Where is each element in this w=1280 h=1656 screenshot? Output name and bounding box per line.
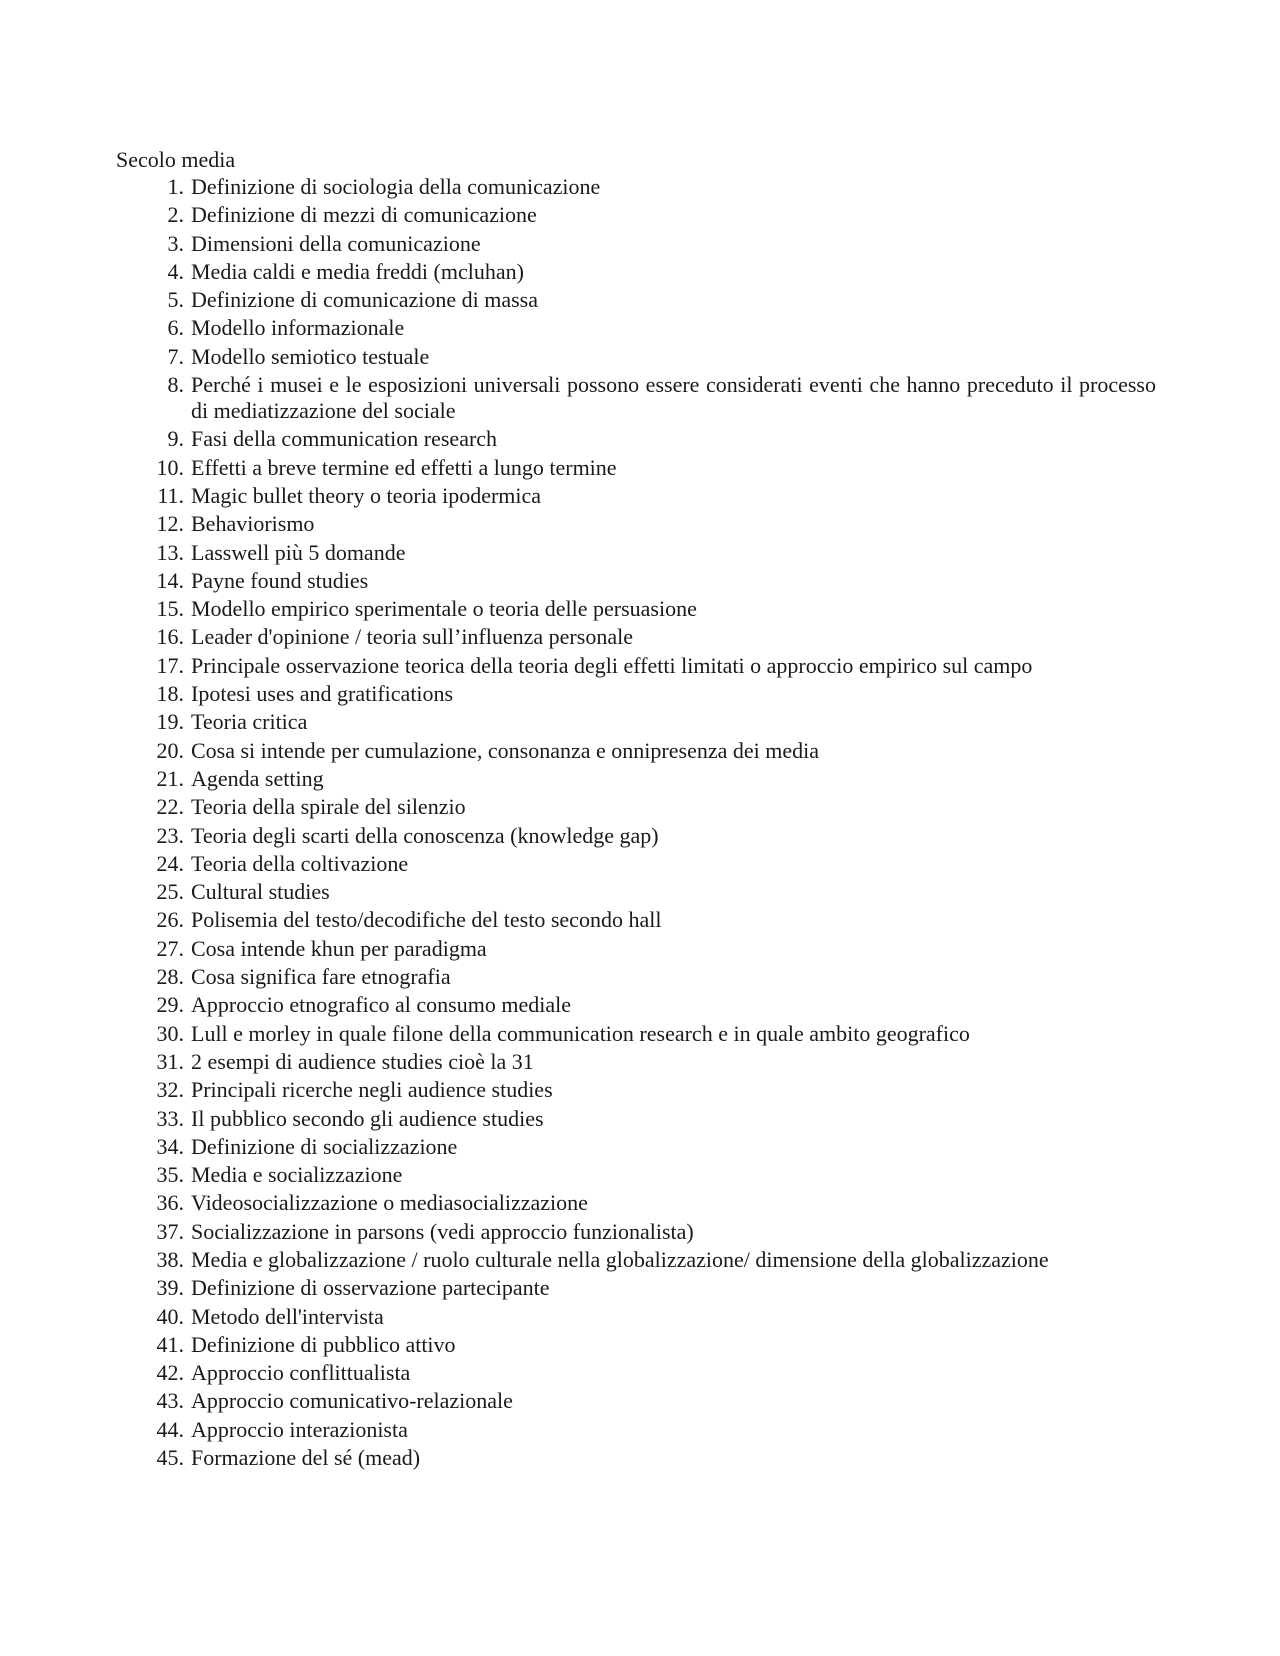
list-item bbox=[116, 738, 1156, 764]
list-item bbox=[116, 681, 1156, 707]
list-item bbox=[116, 936, 1156, 962]
question-number: 29. bbox=[156, 992, 184, 1018]
question-text: Definizione di mezzi di comunicazione bbox=[191, 202, 537, 228]
list-item bbox=[116, 231, 1156, 257]
question-text: Principale osservazione teorica della teoria degli effetti limitati o approccio empirico sul campo bbox=[191, 652, 1033, 678]
question-number: 41. bbox=[156, 1331, 184, 1357]
question-number: 43. bbox=[156, 1388, 184, 1414]
question-text: Definizione di osservazione partecipante bbox=[191, 1275, 550, 1301]
question-text: Teoria della spirale del silenzio bbox=[191, 794, 466, 820]
list-item bbox=[116, 1445, 1156, 1471]
list-item bbox=[116, 1388, 1156, 1414]
list-item bbox=[116, 653, 1156, 679]
list-item bbox=[116, 540, 1156, 566]
question-text: Agenda setting bbox=[191, 765, 324, 791]
list-item bbox=[116, 907, 1156, 933]
list-item bbox=[116, 511, 1156, 537]
list-item bbox=[116, 344, 1156, 370]
question-number: 27. bbox=[156, 935, 184, 961]
list-item bbox=[116, 1275, 1156, 1301]
question-number: 40. bbox=[156, 1303, 184, 1329]
list-item bbox=[116, 372, 1156, 424]
list-item bbox=[116, 259, 1156, 285]
question-number: 13. bbox=[156, 539, 184, 565]
list-item bbox=[116, 1332, 1156, 1358]
question-number: 32. bbox=[156, 1077, 184, 1103]
question-text: Media caldi e media freddi (mcluhan) bbox=[191, 258, 524, 284]
question-text: Effetti a breve termine ed effetti a lungo termine bbox=[191, 454, 617, 480]
question-number: 22. bbox=[156, 794, 184, 820]
list-item bbox=[116, 1021, 1156, 1047]
list-item bbox=[116, 455, 1156, 481]
question-number: 39. bbox=[156, 1275, 184, 1301]
question-number: 15. bbox=[156, 596, 184, 622]
question-text: Teoria critica bbox=[191, 709, 308, 735]
question-text: 2 esempi di audience studies cioè la 31 bbox=[191, 1048, 534, 1074]
question-text: Teoria della coltivazione bbox=[191, 850, 409, 876]
question-text: Approccio conflittualista bbox=[191, 1360, 411, 1386]
question-text: Principali ricerche negli audience studies bbox=[191, 1077, 553, 1103]
question-number: 7. bbox=[167, 343, 184, 369]
list-item bbox=[116, 964, 1156, 990]
list-item bbox=[116, 315, 1156, 341]
document-page bbox=[116, 146, 1156, 1473]
list-item bbox=[116, 568, 1156, 594]
question-list bbox=[116, 174, 1156, 1471]
question-number: 37. bbox=[156, 1218, 184, 1244]
question-number: 34. bbox=[156, 1133, 184, 1159]
question-text: Socializzazione in parsons (vedi approccio funzionalista) bbox=[191, 1218, 694, 1244]
question-text: Cosa si intende per cumulazione, consonanza e onnipresenza dei media bbox=[191, 737, 819, 763]
question-text: Videosocializzazione o mediasocializzazione bbox=[191, 1190, 588, 1216]
question-number: 44. bbox=[156, 1416, 184, 1442]
question-text: Modello informazionale bbox=[191, 315, 405, 341]
question-number: 19. bbox=[156, 709, 184, 735]
list-item bbox=[116, 1417, 1156, 1443]
question-number: 12. bbox=[156, 511, 184, 537]
list-item bbox=[116, 202, 1156, 228]
list-item bbox=[116, 766, 1156, 792]
question-number: 1. bbox=[167, 174, 184, 199]
question-text: Dimensioni della comunicazione bbox=[191, 230, 481, 256]
question-number: 26. bbox=[156, 907, 184, 933]
question-text: Behaviorismo bbox=[191, 511, 315, 537]
list-item bbox=[116, 1134, 1156, 1160]
list-item bbox=[116, 709, 1156, 735]
question-number: 45. bbox=[156, 1445, 184, 1471]
list-item bbox=[116, 1304, 1156, 1330]
list-item bbox=[116, 624, 1156, 650]
question-text: Definizione di sociologia della comunicazione bbox=[191, 174, 601, 199]
question-text: Approccio etnografico al consumo mediale bbox=[191, 992, 571, 1018]
question-number: 4. bbox=[167, 258, 184, 284]
question-text: Cosa intende khun per paradigma bbox=[191, 935, 487, 961]
list-item bbox=[116, 1049, 1156, 1075]
question-number: 3. bbox=[167, 230, 184, 256]
list-item bbox=[116, 1360, 1156, 1386]
list-item bbox=[116, 794, 1156, 820]
question-number: 14. bbox=[156, 567, 184, 593]
question-text: Metodo dell'intervista bbox=[191, 1303, 384, 1329]
question-text: Definizione di comunicazione di massa bbox=[191, 287, 538, 313]
question-text: Perché i musei e le esposizioni universali possono essere considerati eventi che hanno preceduto il processo di mediatizzazione del sociale bbox=[191, 372, 1156, 424]
question-text: Leader d'opinione / teoria sull’influenza personale bbox=[191, 624, 633, 650]
question-number: 16. bbox=[156, 624, 184, 650]
question-text: Approccio comunicativo-relazionale bbox=[191, 1388, 513, 1414]
question-text: Teoria degli scarti della conoscenza (knowledge gap) bbox=[191, 822, 659, 848]
question-text: Approccio interazionista bbox=[191, 1416, 408, 1442]
question-text: Cosa significa fare etnografia bbox=[191, 964, 451, 990]
question-number: 17. bbox=[156, 652, 184, 678]
question-number: 9. bbox=[167, 426, 184, 452]
question-number: 6. bbox=[167, 315, 184, 341]
question-number: 20. bbox=[156, 737, 184, 763]
question-text: Payne found studies bbox=[191, 567, 369, 593]
question-text: Polisemia del testo/decodifiche del testo secondo hall bbox=[191, 907, 662, 933]
question-text: Definizione di pubblico attivo bbox=[191, 1331, 456, 1357]
question-number: 35. bbox=[156, 1162, 184, 1188]
question-text: Cultural studies bbox=[191, 879, 330, 905]
question-number: 42. bbox=[156, 1360, 184, 1386]
question-number: 5. bbox=[167, 287, 184, 313]
question-number: 21. bbox=[156, 765, 184, 791]
question-number: 25. bbox=[156, 879, 184, 905]
list-item bbox=[116, 1190, 1156, 1216]
list-item bbox=[116, 287, 1156, 313]
list-item bbox=[116, 426, 1156, 452]
question-number: 38. bbox=[156, 1246, 184, 1272]
list-item bbox=[116, 1106, 1156, 1132]
list-item bbox=[116, 851, 1156, 877]
question-number: 28. bbox=[156, 964, 184, 990]
document-title: Secolo media bbox=[116, 147, 236, 172]
question-number: 36. bbox=[156, 1190, 184, 1216]
question-number: 24. bbox=[156, 850, 184, 876]
list-item bbox=[116, 174, 1156, 200]
list-item bbox=[116, 596, 1156, 622]
question-number: 10. bbox=[156, 454, 184, 480]
question-text: Ipotesi uses and gratifications bbox=[191, 681, 454, 707]
list-item bbox=[116, 1219, 1156, 1245]
question-number: 18. bbox=[156, 681, 184, 707]
list-item bbox=[116, 1162, 1156, 1188]
question-text: Fasi della communication research bbox=[191, 426, 498, 452]
question-text: Media e globalizzazione / ruolo culturale nella globalizzazione/ dimensione della globalizzazione bbox=[191, 1246, 1049, 1272]
list-item bbox=[116, 992, 1156, 1018]
question-number: 30. bbox=[156, 1020, 184, 1046]
list-item bbox=[116, 879, 1156, 905]
question-number: 23. bbox=[156, 822, 184, 848]
list-item bbox=[116, 1077, 1156, 1103]
question-text: Definizione di socializzazione bbox=[191, 1133, 458, 1159]
question-number: 11. bbox=[157, 482, 184, 508]
question-number: 33. bbox=[156, 1105, 184, 1131]
question-text: Magic bullet theory o teoria ipodermica bbox=[191, 482, 542, 508]
list-item bbox=[116, 1247, 1156, 1273]
question-text: Lull e morley in quale filone della communication research e in quale ambito geografico bbox=[191, 1020, 970, 1046]
question-number: 31. bbox=[156, 1048, 184, 1074]
question-text: Lasswell più 5 domande bbox=[191, 539, 406, 565]
question-text: Modello semiotico testuale bbox=[191, 343, 430, 369]
question-text: Il pubblico secondo gli audience studies bbox=[191, 1105, 544, 1131]
question-number: 8. bbox=[167, 372, 184, 398]
list-item bbox=[116, 823, 1156, 849]
question-text: Formazione del sé (mead) bbox=[191, 1445, 421, 1471]
question-text: Media e socializzazione bbox=[191, 1162, 403, 1188]
list-item bbox=[116, 483, 1156, 509]
question-number: 2. bbox=[167, 202, 184, 228]
question-text: Modello empirico sperimentale o teoria delle persuasione bbox=[191, 596, 697, 622]
